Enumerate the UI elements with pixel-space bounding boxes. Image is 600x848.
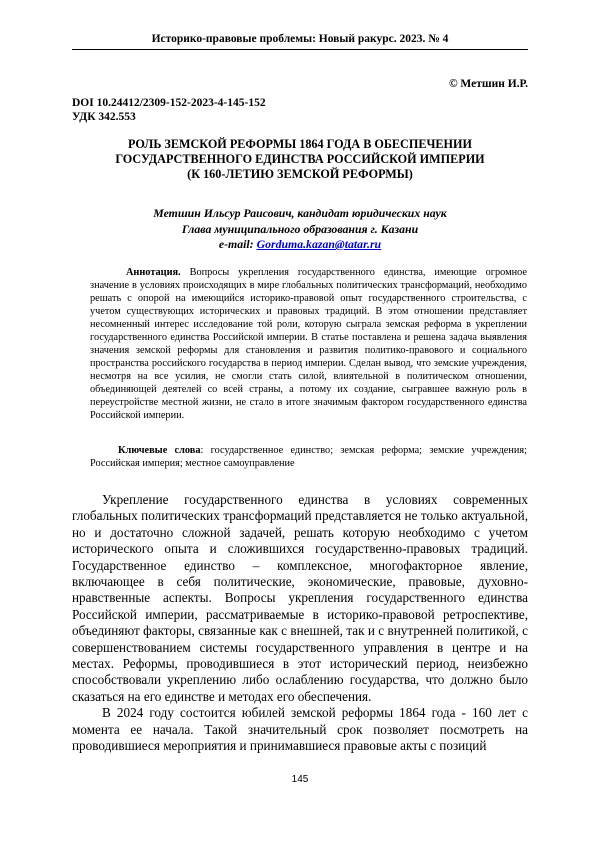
body-paragraph-2: В 2024 году состоится юбилей земской реформы 1864 года - 160 лет с момента ее начала. Такой значительный срок позволяет посмотреть на проводившиеся мероприятия и принимавшиеся правовые акты с позиций bbox=[72, 705, 528, 754]
article-identifiers bbox=[72, 96, 266, 124]
body-paragraph-1: Укрепление государственного единства в условиях современных глобальных политических трансформаций представляется не только актуальной, но и достаточно сложной задачей, решать которую необходимо с учетом исторического опыта и сложившихся государственно-правовых традиций. Государственное единство – комплексное, многофакторное явление, включающее в себя политические, экономические, правовые, духовно-нравственные аспекты. Вопросы укрепления государственного единства Российской империи, рассматриваемые в историко-правовой ретроспективе, объединяют факторы, связанные как с внешней, так и с внутренней политикой, с совершенствованием системы государственного управления в центре и на местах. Реформы, проводившиеся в этот исторический период, неизбежно способствовали укреплению либо ослаблению государства, что должно было сказаться на его единстве и методах его обеспечения. bbox=[72, 492, 528, 704]
copyright-line: © Метшин И.Р. bbox=[448, 78, 528, 90]
title-line-2: ГОСУДАРСТВЕННОГО ЕДИНСТВА РОССИЙСКОЙ ИМПЕРИИ bbox=[115, 152, 485, 166]
title-line-3: (К 160-ЛЕТИЮ ЗЕМСКОЙ РЕФОРМЫ) bbox=[187, 167, 413, 181]
journal-title: Историко-правовые проблемы: Новый ракурс. 2023. № 4 bbox=[151, 33, 449, 45]
page-number: 145 bbox=[291, 774, 309, 785]
doi: DOI 10.24412/2309-152-2023-4-145-152 bbox=[72, 97, 266, 109]
author-block bbox=[72, 206, 528, 253]
keywords bbox=[90, 444, 527, 470]
article-title bbox=[72, 137, 528, 182]
abstract bbox=[90, 266, 527, 422]
article-body bbox=[72, 492, 528, 755]
keywords-text: : государственное единство; земская реформа; земские учреждения; Российская империя; местное самоуправление bbox=[90, 445, 527, 469]
abstract-label: Аннотация. bbox=[126, 267, 181, 278]
author-email-line bbox=[72, 237, 528, 253]
title-line-1: РОЛЬ ЗЕМСКОЙ РЕФОРМЫ 1864 ГОДА В ОБЕСПЕЧЕНИИ bbox=[128, 137, 472, 151]
email-link[interactable]: Gorduma.kazan@tatar.ru bbox=[256, 237, 382, 251]
keywords-label: Ключевые слова bbox=[118, 445, 201, 456]
abstract-text: Вопросы укрепления государственного единства, имеющие огромное значение в условиях происходящих в мире глобальных политических трансформаций, необходимо решать с опорой на имеющийся историко-правовой опыт государственного строительства, с учетом существующих исторических и правовых традиций. В этом отношении представляет несомненный интерес исследование той роли, которую сыграла земская реформа в укреплении государственного единства Российской империи. В статье поставлена и решена задача выявления значения земской реформы для становления и развития политико-правового и социального пространства российского государства в период империи. Сделан вывод, что земские учреждения, несмотря на все усилия, не смогли стать силой, влиятельной в политическом отношении, объединяющей деятелей со всей страны, а потому их создание, сыгравшее важную роль в переустройстве местной жизни, не стало в итоге значимым фактором государственного единства Российской империи. bbox=[90, 267, 527, 421]
author-name: Метшин Ильсур Раисович, кандидат юридических наук bbox=[153, 206, 447, 220]
email-label: e-mail: bbox=[218, 237, 257, 251]
udk: УДК 342.553 bbox=[72, 111, 136, 123]
author-position: Глава муниципального образования г. Казани bbox=[181, 221, 419, 236]
running-header bbox=[72, 33, 528, 50]
